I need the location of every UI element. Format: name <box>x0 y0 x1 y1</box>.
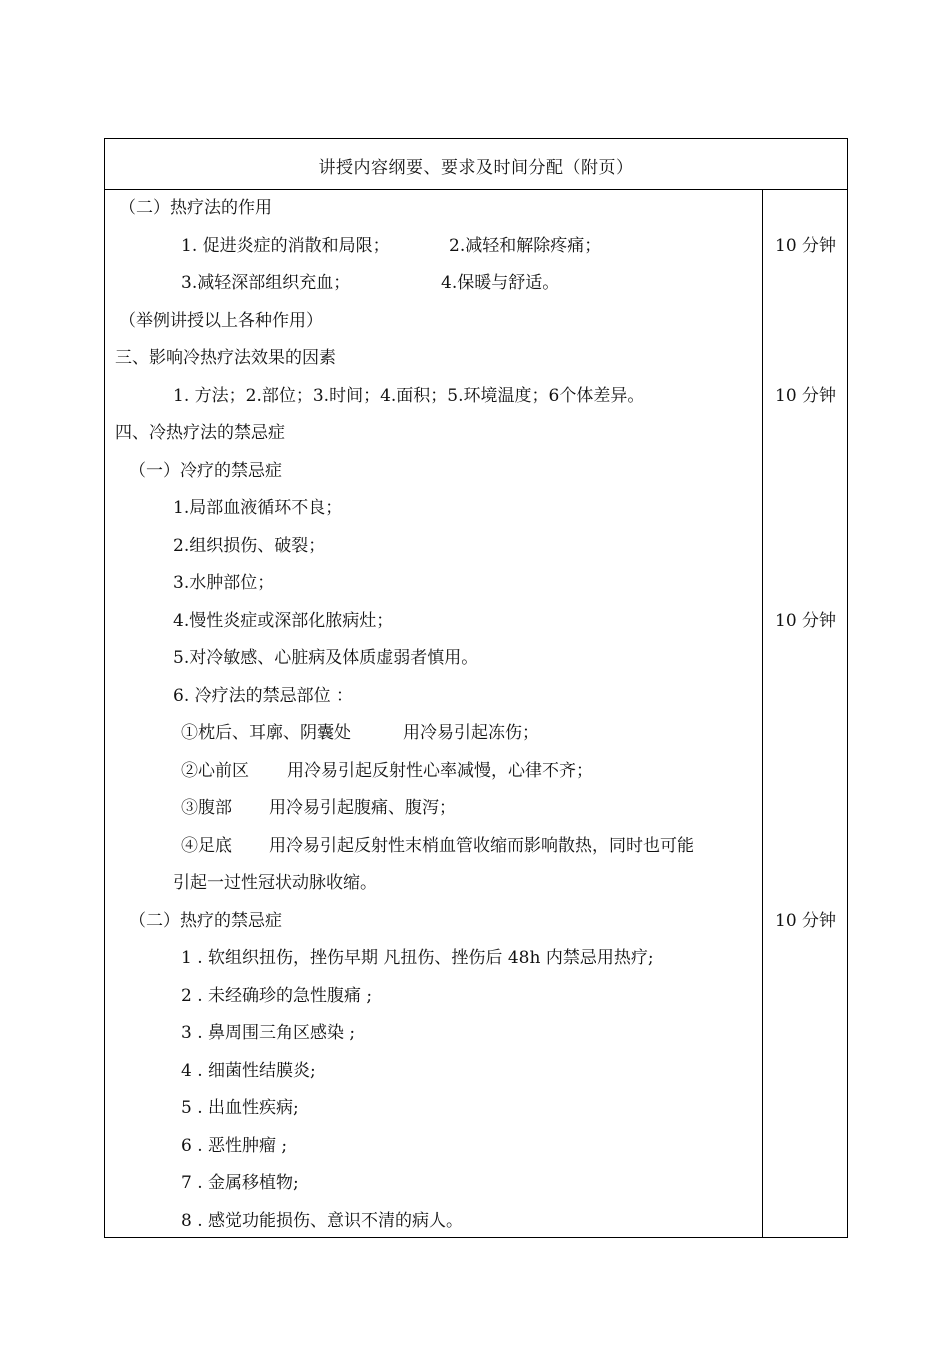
time-allocation-1: 10 分钟 <box>775 236 837 256</box>
section-heat-therapy-effects: （二）热疗法的作用 <box>119 198 272 218</box>
heat-item-5: 5 . 出血性疾病; <box>181 1098 299 1118</box>
factors-list: 1. 方法；2.部位；3.时间；4.面积；5.环境温度；6个体差异。 <box>173 386 645 406</box>
site-occipital-effect: 用冷易引起冻伤； <box>403 723 539 743</box>
cold-item-1: 1.局部血液循环不良； <box>173 498 343 518</box>
site-sole-label: ④足底 <box>181 836 232 856</box>
teaching-note: （举例讲授以上各种作用） <box>119 311 323 331</box>
cold-item-2: 2.组织损伤、破裂； <box>173 536 326 556</box>
section-factors: 三、影响冷热疗法效果的因素 <box>115 348 336 368</box>
table-header-title: 讲授内容纲要、要求及时间分配（附页） <box>105 139 847 190</box>
site-abdomen-label: ③腹部 <box>181 798 232 818</box>
lesson-table <box>104 138 848 1238</box>
section-contraindications: 四、冷热疗法的禁忌症 <box>115 423 285 443</box>
site-sole-effect: 用冷易引起反射性末梢血管收缩而影响散热，同时也可能 <box>269 836 694 856</box>
time-allocation-4: 10 分钟 <box>775 911 837 931</box>
site-abdomen-effect: 用冷易引起腹痛、腹泻； <box>269 798 456 818</box>
cold-item-6: 6. 冷疗法的禁忌部位 ： <box>173 686 354 706</box>
subsection-heat-contraindications: （二）热疗的禁忌症 <box>129 911 282 931</box>
site-occipital-label: ①枕后、耳廓、阴囊处 <box>181 723 351 743</box>
heat-item-2: 2 . 未经确珍的急性腹痛 ; <box>181 986 373 1006</box>
effect-item-2: 2.减轻和解除疼痛； <box>449 236 602 256</box>
heat-item-8: 8 . 感觉功能损伤、意识不清的病人。 <box>181 1211 464 1231</box>
heat-item-3: 3 . 鼻周围三角区感染 ; <box>181 1023 356 1043</box>
heat-item-7: 7 . 金属移植物; <box>181 1173 299 1193</box>
column-divider <box>762 189 763 1237</box>
heat-item-6: 6 . 恶性肿瘤 ; <box>181 1136 288 1156</box>
effect-item-3: 3.减轻深部组织充血； <box>181 273 351 293</box>
site-sole-effect-cont: 引起一过性冠状动脉收缩。 <box>173 873 377 893</box>
effect-item-1: 1. 促进炎症的消散和局限； <box>181 236 390 256</box>
time-allocation-3: 10 分钟 <box>775 611 837 631</box>
site-precordium-label: ②心前区 <box>181 761 249 781</box>
cold-item-4: 4.慢性炎症或深部化脓病灶； <box>173 611 394 631</box>
cold-item-3: 3.水肿部位； <box>173 573 275 593</box>
heat-item-4: 4 . 细菌性结膜炎; <box>181 1061 316 1081</box>
heat-item-1: 1 . 软组织扭伤，挫伤早期 凡扭伤、挫伤后 48h 内禁忌用热疗; <box>181 948 654 968</box>
site-precordium-effect: 用冷易引起反射性心率减慢，心律不齐； <box>287 761 593 781</box>
subsection-cold-contraindications: （一）冷疗的禁忌症 <box>129 461 282 481</box>
time-allocation-2: 10 分钟 <box>775 386 837 406</box>
effect-item-4: 4.保暖与舒适。 <box>441 273 560 293</box>
cold-item-5: 5.对冷敏感、心脏病及体质虚弱者慎用。 <box>173 648 479 668</box>
